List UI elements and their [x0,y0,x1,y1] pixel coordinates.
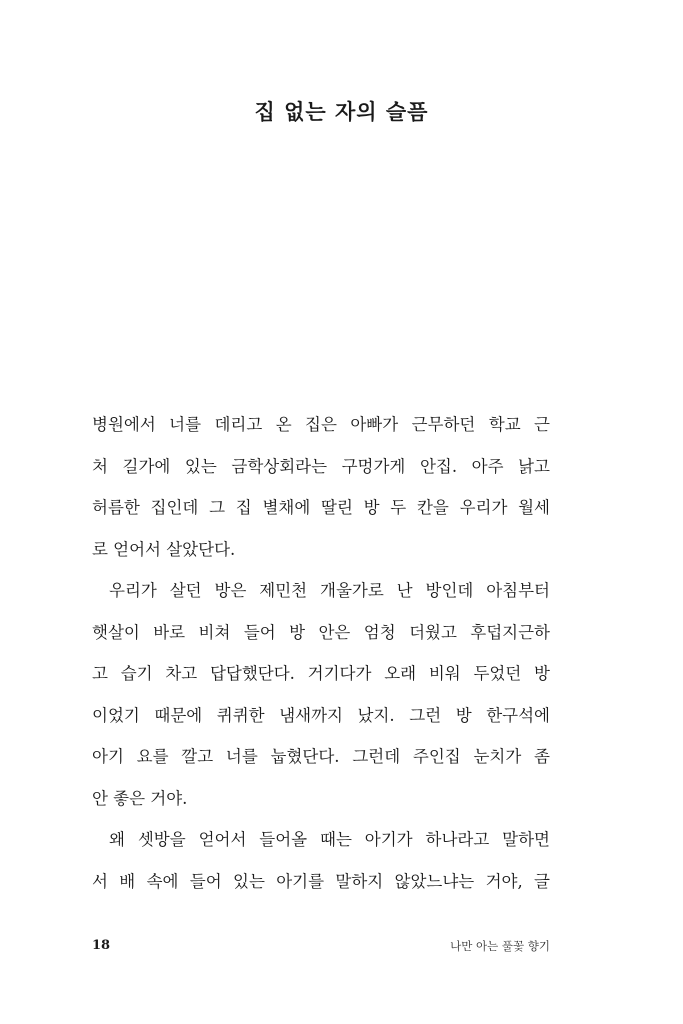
chapter-title: 집 없는 자의 슬픔 [254,100,429,124]
body-text [92,404,550,902]
text-line: 왜 셋방을 얻어서 들어올 때는 아기가 하나라고 말하면 [109,830,550,849]
text-line: 햇살이 바로 비쳐 들어 방 안은 엄청 더웠고 후덥지근하 [92,622,550,642]
text-line: 우리가 살던 방은 제민천 개울가로 난 방인데 아침부터 [109,581,550,600]
text-line: 안 좋은 거야. [92,788,188,808]
page-footer [92,938,550,958]
text-line: 허름한 집인데 그 집 별채에 딸린 방 두 칸을 우리가 월세 [92,498,550,517]
text-line: 처 길가에 있는 금학상회라는 구멍가게 안집. 아주 낡고 [92,456,550,476]
text-line: 고 습기 차고 답답했단다. 거기다가 오래 비워 두었던 방 [92,664,550,683]
text-line: 서 배 속에 들어 있는 아기를 말하지 않았느냐는 거야, 글 [92,871,550,891]
running-title: 나만 아는 풀꽃 향기 [450,939,550,953]
text-line: 이었기 때문에 퀴퀴한 냄새까지 났지. 그런 방 한구석에 [92,705,550,725]
text-line: 로 얻어서 살았단다. [92,539,236,559]
text-line: 아기 요를 깔고 너를 눕혔단다. 그런데 주인집 눈치가 좀 [92,747,550,766]
page-number: 18 [92,938,111,953]
text-line: 병원에서 너를 데리고 온 집은 아빠가 근무하던 학교 근 [92,415,550,434]
